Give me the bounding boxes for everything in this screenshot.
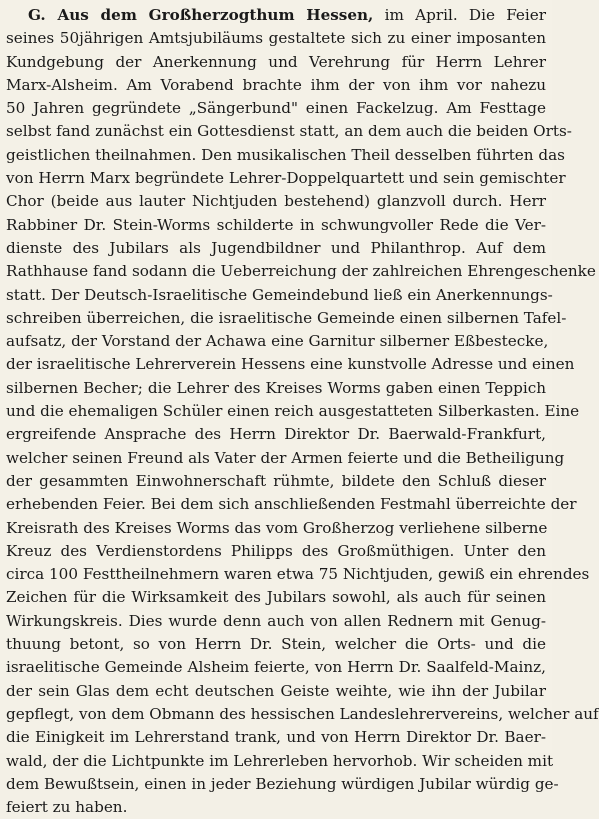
article-line: Kreuz des Verdienstordens Philipps des Großmüthigen. Unter den bbox=[6, 541, 546, 560]
article-line: aufsatz, der Vorstand der Achawa eine Garnitur silberner Eßbestecke, bbox=[6, 332, 549, 351]
article-line bbox=[6, 4, 546, 27]
article-line: gepflegt, von dem Obmann des hessischen Landeslehrervereins, welcher auf bbox=[6, 704, 599, 723]
article-line: seines 50jährigen Amtsjubiläums gestaltete sich zu einer imposanten bbox=[6, 29, 546, 48]
article-line: dienste des Jubilars als Jugendbildner und Philanthrop. Auf dem bbox=[6, 238, 546, 257]
article-line: Chor (beide aus lauter Nichtjuden bestehend) glanzvoll durch. Herr bbox=[6, 192, 546, 211]
article-line: der israelitische Lehrerverein Hessens eine kunstvolle Adresse und einen bbox=[6, 355, 575, 374]
article-line: circa 100 Festtheilnehmern waren etwa 75 Nichtjuden, gewiß ein ehrendes bbox=[6, 565, 590, 584]
article-line: feiert zu haben. bbox=[6, 798, 128, 817]
article-line: von Herrn Marx begründete Lehrer-Doppelquartett und sein gemischter bbox=[6, 169, 566, 188]
article-line: geistlichen theilnahmen. Den musikalischen Theil desselben führten das bbox=[6, 145, 565, 164]
article-line: Kreisrath des Kreises Worms das vom Großherzog verliehene silberne bbox=[6, 518, 548, 537]
article-line: dem Bewußtsein, einen in jeder Beziehung würdigen Jubilar würdig ge- bbox=[6, 774, 559, 793]
article-line: 50 Jahren gegründete „Sängerbund" einen Fackelzug. Am Festtage bbox=[6, 99, 546, 118]
article-line: ergreifende Ansprache des Herrn Direktor Dr. Baerwald-Frankfurt, bbox=[6, 425, 546, 444]
article-line: wald, der die Lichtpunkte im Lehrerleben hervorhob. Wir scheiden mit bbox=[6, 751, 554, 770]
article-line: thuung betont, so von Herrn Dr. Stein, welcher die Orts- und die bbox=[6, 635, 546, 654]
article-line-text: im April. Die Feier bbox=[384, 6, 547, 24]
article-line: Wirkungskreis. Dies wurde denn auch von allen Rednern mit Genug- bbox=[6, 611, 546, 630]
article-line: Kundgebung der Anerkennung und Verehrung für Herrn Lehrer bbox=[6, 52, 546, 71]
article-line: die Einigkeit im Lehrerstand trank, und von Herrn Direktor Dr. Baer- bbox=[6, 728, 546, 747]
article-line: schreiben überreichen, die israelitische Gemeinde einen silbernen Tafel- bbox=[6, 308, 567, 327]
article-line: statt. Der Deutsch-Israelitische Gemeindebund ließ ein Anerkennungs- bbox=[6, 285, 553, 304]
article-line: Zeichen für die Wirksamkeit des Jubilars sowohl, als auch für seinen bbox=[6, 588, 546, 607]
article-line: israelitische Gemeinde Alsheim feierte, von Herrn Dr. Saalfeld-Mainz, bbox=[6, 658, 546, 677]
article-line: der sein Glas dem echt deutschen Geiste weihte, wie ihn der Jubilar bbox=[6, 681, 546, 700]
article-line: und die ehemaligen Schüler einen reich ausgestatteten Silberkasten. Eine bbox=[6, 402, 580, 421]
article-line: der gesammten Einwohnerschaft rühmte, bildete den Schluß dieser bbox=[6, 471, 546, 490]
article-line: erhebenden Feier. Bei dem sich anschließenden Festmahl überreichte der bbox=[6, 495, 577, 514]
news-article bbox=[6, 4, 599, 819]
article-dateline: G. Aus dem Großherzogthum Hessen, bbox=[28, 6, 374, 24]
article-line: Rabbiner Dr. Stein-Worms schilderte in schwungvoller Rede die Ver- bbox=[6, 215, 546, 234]
article-line: Rathhause fand sodann die Ueberreichung der zahlreichen Ehrengeschenke bbox=[6, 262, 596, 281]
article-line: Marx-Alsheim. Am Vorabend brachte ihm der von ihm vor nahezu bbox=[6, 75, 546, 94]
article-line: welcher seinen Freund als Vater der Armen feierte und die Betheiligung bbox=[6, 448, 565, 467]
article-line: silbernen Becher; die Lehrer des Kreises Worms gaben einen Teppich bbox=[6, 378, 546, 397]
article-line: selbst fand zunächst ein Gottesdienst statt, an dem auch die beiden Orts- bbox=[6, 122, 572, 141]
